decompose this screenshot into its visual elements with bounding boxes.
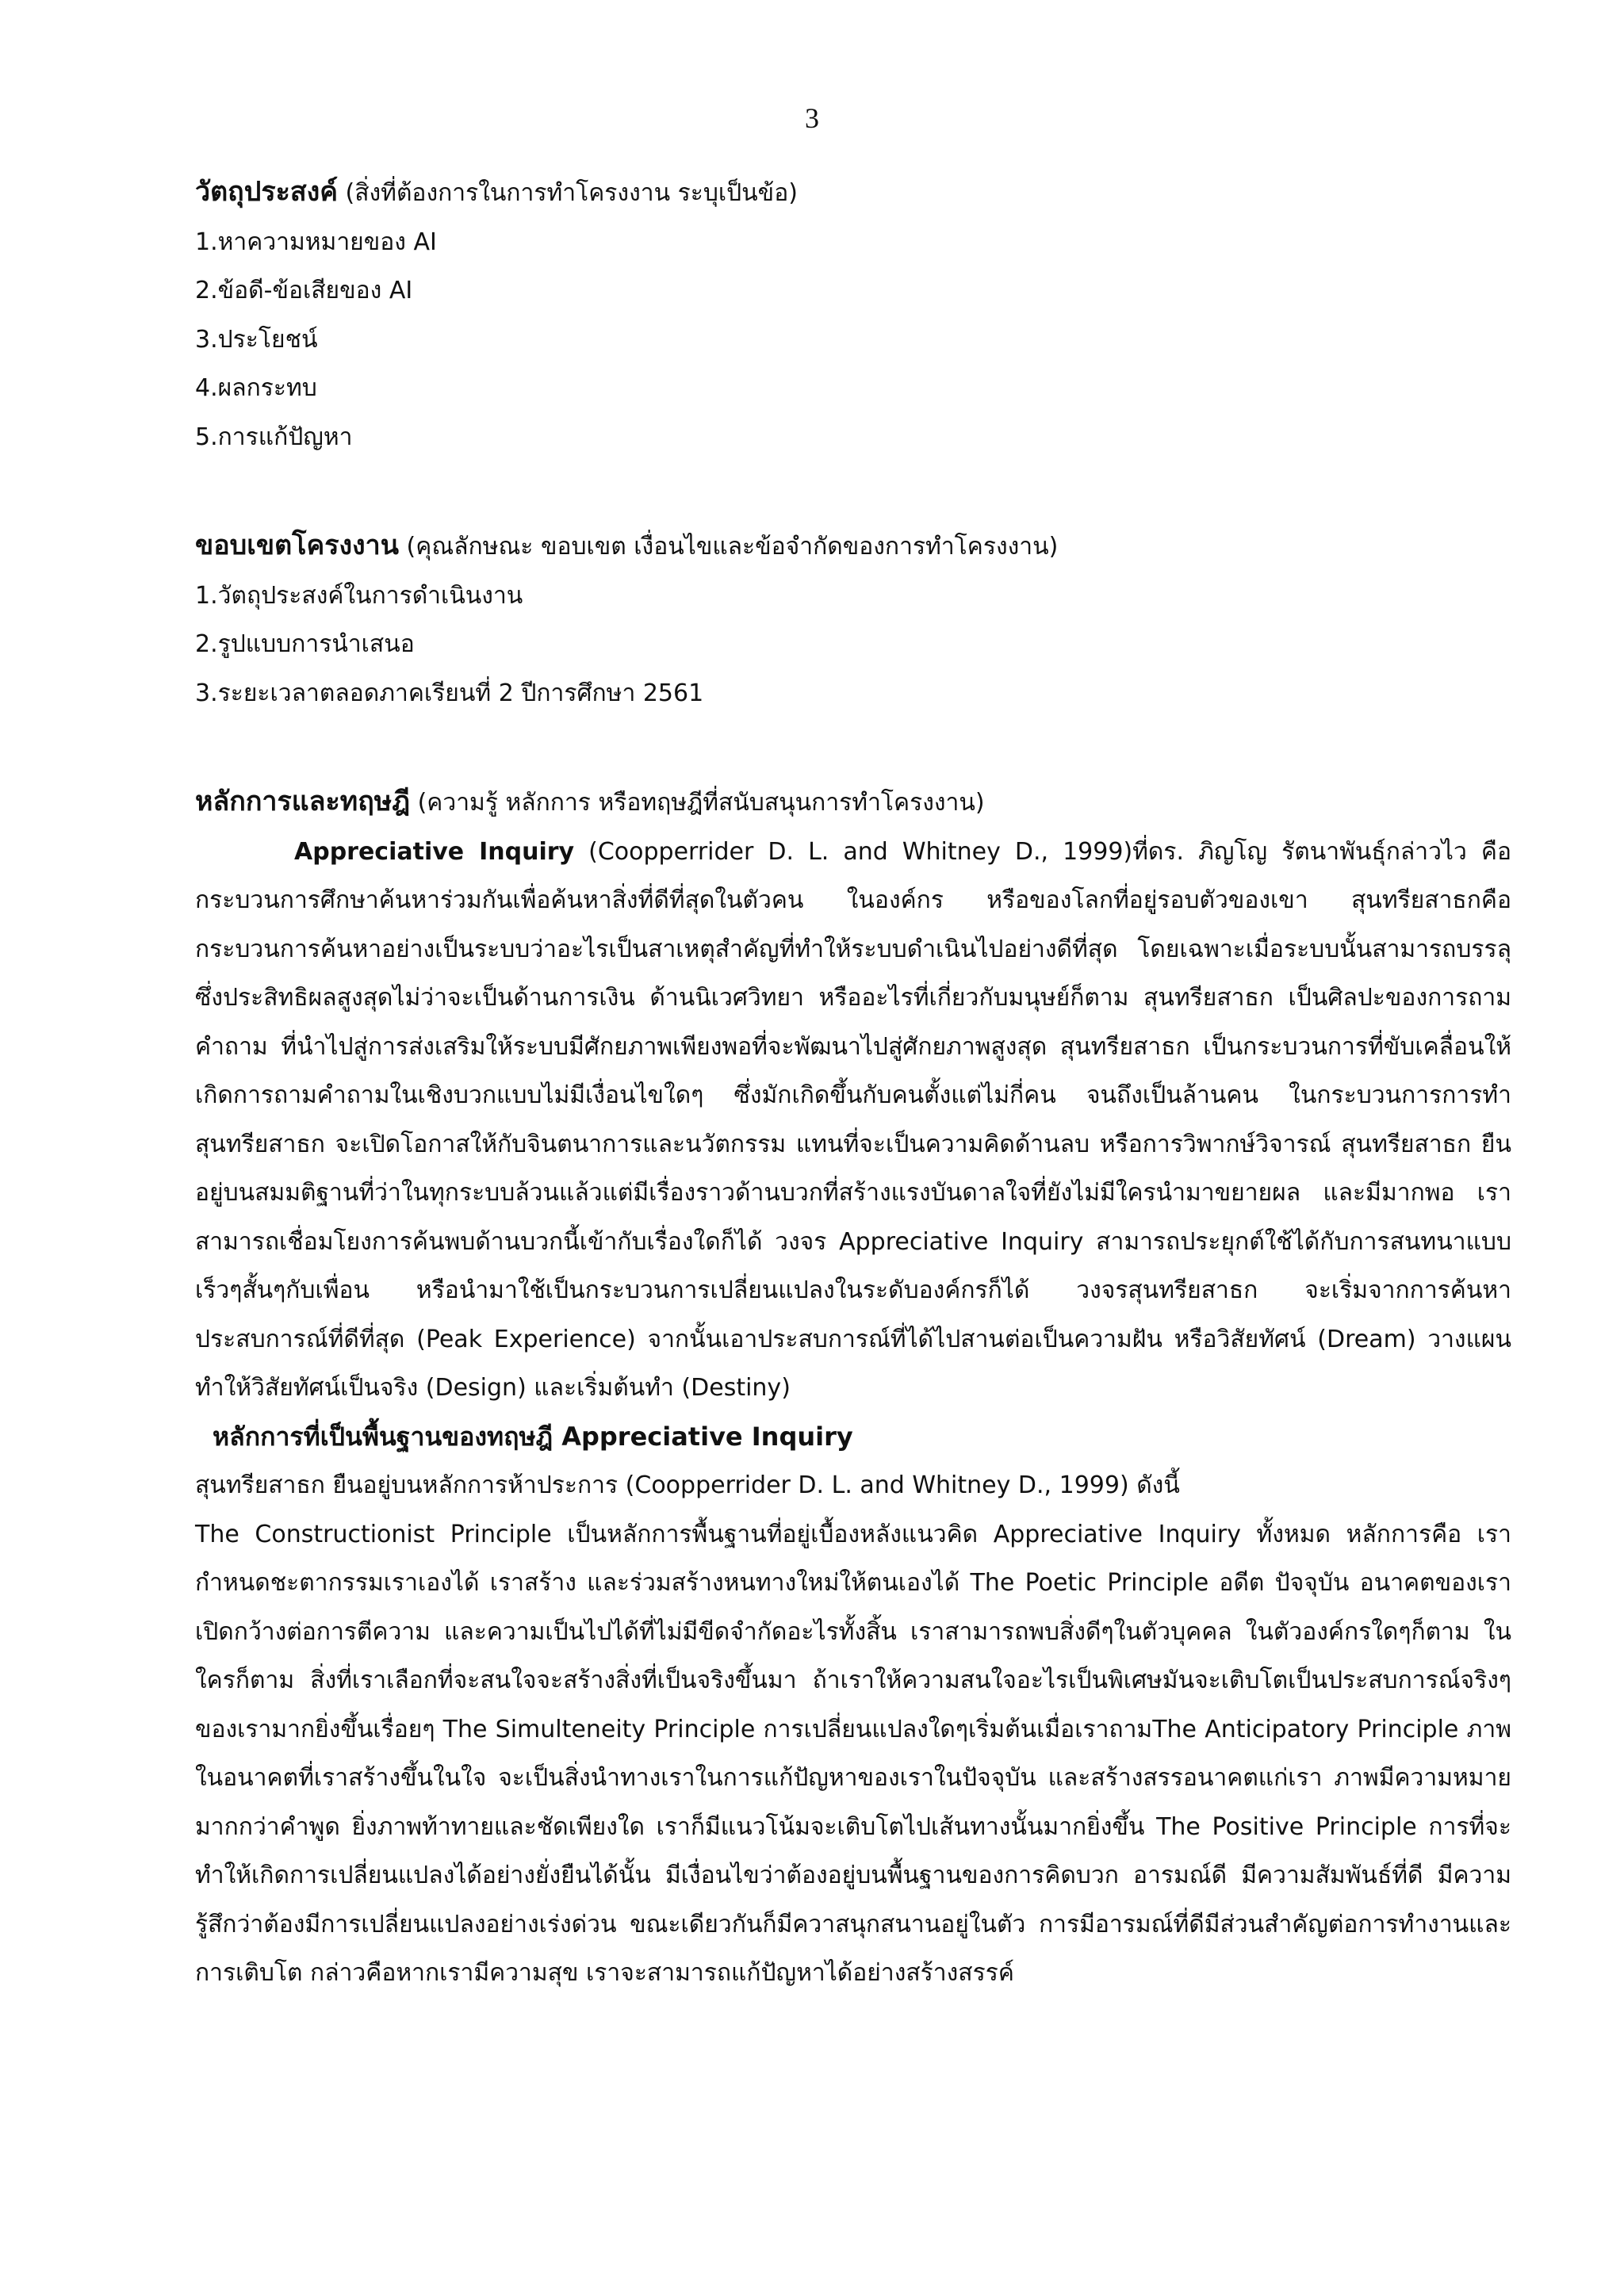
objectives-title: วัตถุประสงค์ (195, 176, 338, 208)
scope-note: (คุณลักษณะ ขอบเขต เงื่อนไขและข้อจำกัดของการทำโครงงาน) (406, 533, 1059, 561)
principles-sub-heading: หลักการที่เป็นพื้นฐานของทฤษฎี Appreciative Inquiry (213, 1421, 853, 1452)
objective-item: 3.ประโยชน์ (195, 325, 318, 354)
theory-paragraph-intro (195, 828, 1511, 1413)
objective-item: 5.การแก้ปัญหา (195, 423, 353, 451)
theory-heading (195, 778, 1511, 828)
theory-title: หลักการและทฤษฎี (195, 786, 411, 817)
appreciative-inquiry-lead: Appreciative Inquiry (294, 837, 575, 866)
objective-item: 1.หาความหมายของ AI (195, 228, 437, 256)
objective-item: 2.ข้อดี-ข้อเสียของ AI (195, 277, 413, 304)
objective-item: 4.ผลกระทบ (195, 374, 317, 402)
principles-intro-paragraph: สุนทรียสาธก ยืนอยู่บนหลักการห้าประการ (Coopperrider D. L. and Whitney D., 1999) ดังนี้ (195, 1471, 1180, 1499)
principles-paragraph: The Constructionist Principle เป็นหลักการพื้นฐานที่อยู่เบื้องหลังแนวคิด Appreciative Inquiry ทั้งหมด หลักการคือ เรากำหนดชะตากรรมเราเองได้ เราสร้าง และร่วมสร้างหนทางใหม่ให้ตนเองได้ The Poetic Principle อดีต ปัจจุบัน อนาคตของเราเปิดกว้างต่อการตีความ และความเป็นไปได้ที่ไม่มีขีดจำกัดอะไรทั้งสิ้น เราสามารถพบสิ่งดีๆในตัวบุคคล ในตัวองค์กรใดๆก็ตาม ในใครก็ตาม สิ่งที่เราเลือกที่จะสนใจจะสร้างสิ่งที่เป็นจริงขึ้นมา ถ้าเราให้ความสนใจอะไรเป็นพิเศษมันจะเติบโตเป็นประสบการณ์จริงๆของเรามากยิ่งขึ้นเรื่อยๆ The Simulteneity Principle การเปลี่ยนแปลงใดๆเริ่มต้นเมื่อเราถามThe Anticipatory Principle ภาพในอนาคตที่เราสร้างขึ้นในใจ จะเป็นสิ่งนำทางเราในการแก้ปัญหาของเราในปัจจุบัน และสร้างสรรอนาคตแก่เรา ภาพมีความหมายมากกว่าคำพูด ยิ่งภาพท้าทายและชัดเพียงใด เราก็มีแนวโน้มจะเติบโตไปเส้นทางนั้นมากยิ่งขึ้น The Positive Principle การที่จะทำให้เกิดการเปลี่ยนแปลงได้อย่างยั่งยืนได้นั้น มีเงื่อนไขว่าต้องอยู่บนพื้นฐานของการคิดบวก อารมณ์ดี มีความสัมพันธ์ที่ดี มีความรู้สึกว่าต้องมีการเปลี่ยนแปลงอย่างเร่งด่วน ขณะเดียวกันก็มีควาสนุกสนานอยู่ในตัว การมีอารมณ์ที่ดีมีส่วนสำคัญต่อการทำงานและการเติบโต กล่าวคือหากเรามีความสุข เราจะสามารถแก้ปัญหาได้อย่างสร้างสรรค์ (195, 1520, 1511, 1987)
scope-title: ขอบเขตโครงงาน (195, 530, 399, 561)
objectives-heading (195, 168, 1511, 218)
page-content (195, 168, 1511, 1998)
theory-section (195, 778, 1511, 1998)
scope-item: 1.วัตถุประสงค์ในการดำเนินงาน (195, 581, 523, 610)
scope-heading (195, 522, 1511, 572)
objectives-note: (สิ่งที่ต้องการในการทำโครงงาน ระบุเป็นข้อ) (345, 179, 798, 207)
theory-note: (ความรู้ หลักการ หรือทฤษฎีที่สนับสนุนการทำโครงงาน) (417, 789, 985, 817)
theory-paragraph-intro-text: (Coopperrider D. L. and Whitney D., 1999)ที่ดร. ภิญโญ รัตนาพันธุ์กล่าวไว คือกระบวนการศึกษาค้นหาร่วมกันเพื่อค้นหาสิ่งที่ดีที่สุดในตัวคน ในองค์กร หรือของโลกที่อยู่รอบตัวของเขา สุนทรียสาธกคือกระบวนการค้นหาอย่างเป็นระบบว่าอะไรเป็นสาเหตุสำคัญที่ทำให้ระบบดำเนินไปอย่างดีที่สุด โดยเฉพาะเมื่อระบบนั้นสามารถบรรลุซึ่งประสิทธิผลสูงสุดไม่ว่าจะเป็นด้านการเงิน ด้านนิเวศวิทยา หรืออะไรที่เกี่ยวกับมนุษย์ก็ตาม สุนทรียสาธก เป็นศิลปะของการถามคำถาม ที่นำไปสู่การส่งเสริมให้ระบบมีศักยภาพเพียงพอที่จะพัฒนาไปสู่ศักยภาพสูงสุด สุนทรียสาธก เป็นกระบวนการที่ขับเคลื่อนให้เกิดการถามคำถามในเชิงบวกแบบไม่มีเงื่อนไขใดๆ ซึ่งมักเกิดขึ้นกับคนตั้งแต่ไม่กี่คน จนถึงเป็นล้านคน ในกระบวนการการทำ สุนทรียสาธก จะเปิดโอกาสให้กับจินตนาการและนวัตกรรม แทนที่จะเป็นความคิดด้านลบ หรือการวิพากษ์วิจารณ์ สุนทรียสาธก ยืนอยู่บนสมมติฐานที่ว่าในทุกระบบล้วนแล้วแต่มีเรื่องราวด้านบวกที่สร้างแรงบันดาลใจที่ยังไม่มีใครนำมาขยายผล และมีมากพอ เราสามารถเชื่อมโยงการค้นพบด้านบวกนี้เข้ากับเรื่องใดก็ได้ วงจร Appreciative Inquiry สามารถประยุกต์ใช้ได้กับการสนทนาแบบเร็วๆสั้นๆกับเพื่อน หรือนำมาใช้เป็นกระบวนการเปลี่ยนแปลงในระดับองค์กรก็ได้ วงจรสุนทรียสาธก จะเริ่มจากการค้นหาประสบการณ์ที่ดีที่สุด (Peak Experience) จากนั้นเอาประสบการณ์ที่ได้ไปสานต่อเป็นความฝัน หรือวิสัยทัศน์ (Dream) วางแผนทำให้วิสัยทัศน์เป็นจริง (Design) และเริ่มต้นทำ (Destiny) (195, 837, 1511, 1402)
page-number: 3 (805, 102, 819, 134)
objectives-section (195, 168, 1511, 461)
scope-section (195, 522, 1511, 718)
scope-item: 3.ระยะเวลาตลอดภาคเรียนที่ 2 ปีการศึกษา 2561 (195, 679, 704, 707)
scope-item: 2.รูปแบบการนำเสนอ (195, 630, 415, 658)
